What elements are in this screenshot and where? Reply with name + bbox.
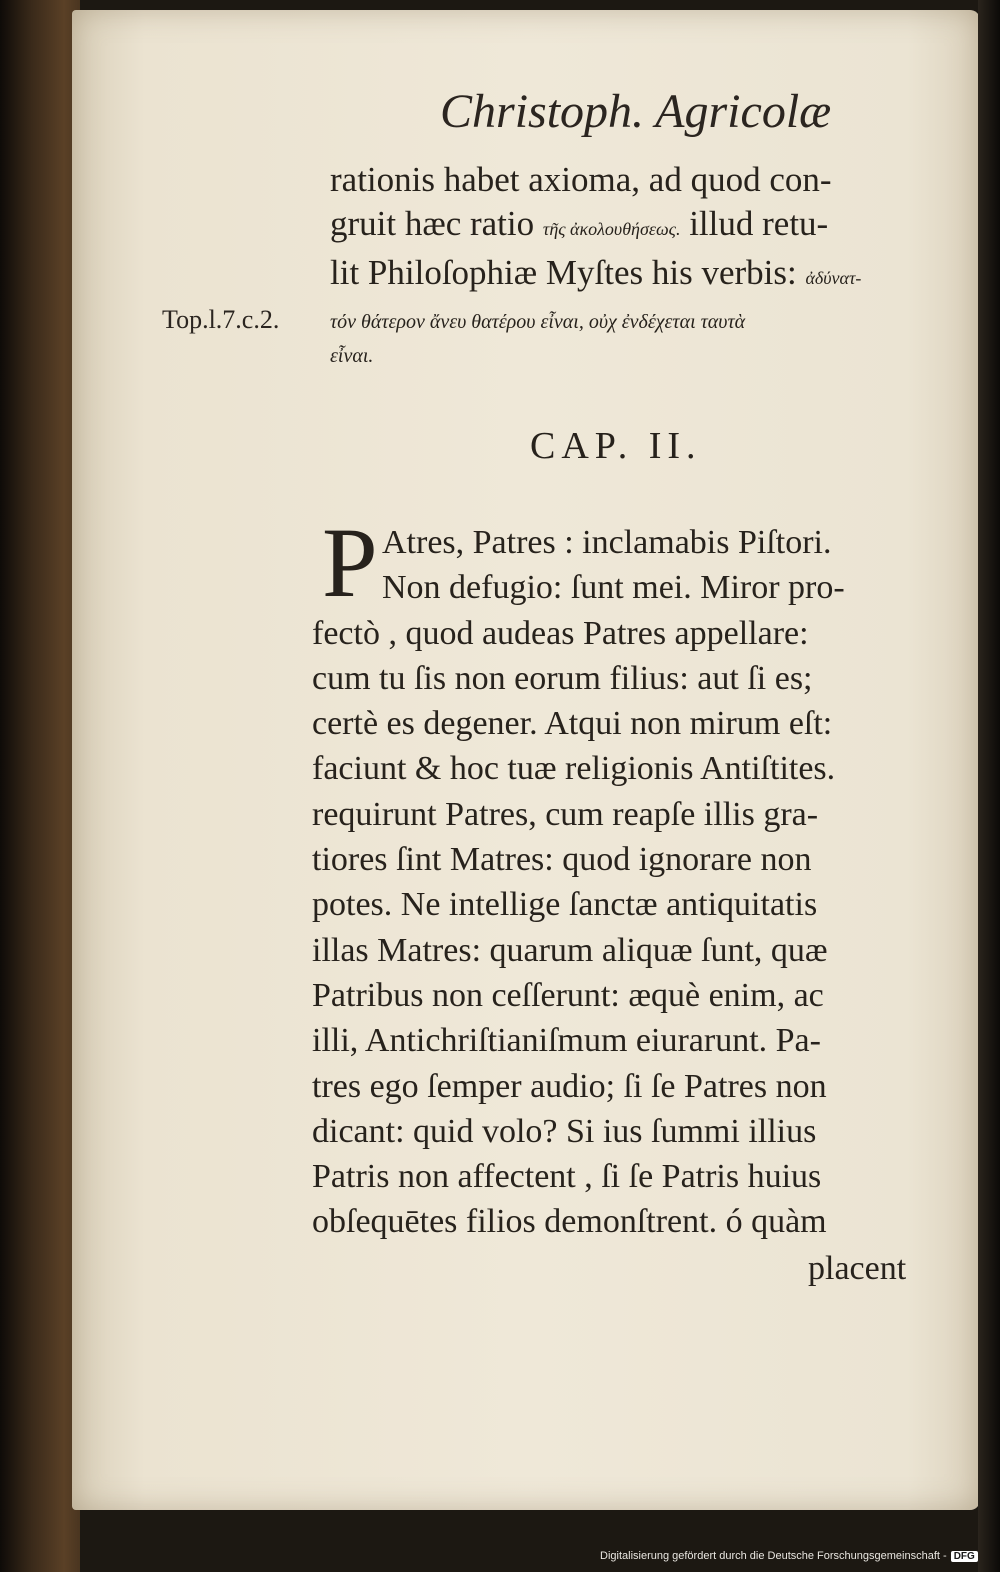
body-line: fectò , quod audeas Patres appellare: <box>312 614 809 652</box>
catchword: placent <box>808 1250 907 1287</box>
body-line: illi, Antichriſtianiſmum eiurarunt. Pa- <box>312 1022 821 1060</box>
text-line: rationis habet axioma, ad quod con- <box>330 160 832 199</box>
text-fragment: gruit hæc ratio <box>330 204 543 243</box>
running-header: Christoph. Agricolæ <box>440 85 832 138</box>
drop-cap: P <box>322 507 378 618</box>
body-text <box>312 507 952 1245</box>
page-edge-shadow <box>978 0 1000 1572</box>
greek-quote-line: εἶναι. <box>330 345 374 367</box>
body-line: potes. Ne intellige ſanctæ antiquitatis <box>312 886 818 924</box>
body-line: tres ego ſemper audio; ſi ſe Patres non <box>312 1067 827 1105</box>
footer-credit <box>600 1550 995 1562</box>
text-line <box>330 251 960 300</box>
top-text-block <box>330 158 960 368</box>
body-line: tiores ſint Matres: quod ignorare non <box>312 841 812 879</box>
body-line: illas Matres: quarum aliquæ ſunt, quæ <box>312 931 828 969</box>
body-line: faciunt & hoc tuæ religionis Antiſtites. <box>312 750 836 788</box>
text-fragment: lit Philoſophiæ Myſtes his verbis: <box>330 253 806 292</box>
body-line: dicant: quid volo? Si ius ſummi illius <box>312 1112 817 1150</box>
book-spine <box>0 0 80 1572</box>
greek-fragment: τῆς ἀκολουθήσεως. <box>542 219 681 239</box>
footer-text: Digitalisierung gefördert durch die Deutsche Forschungsgemeinschaft - <box>600 1550 947 1562</box>
margin-note: Top.l.7.c.2. <box>162 305 280 334</box>
body-line: Patris non affectent , ſi ſe Patris huius <box>312 1158 822 1196</box>
text-line <box>330 202 960 251</box>
chapter-heading: CAP. II. <box>530 425 702 467</box>
greek-fragment: ἀδύνατ- <box>805 268 862 288</box>
body-line: Patribus non ceſſerunt: æquè enim, ac <box>312 976 824 1014</box>
greek-quote-line: τόν θάτερον ἄνευ θατέρου εἶναι, οὐχ ἐνδέχεται ταυτὰ <box>330 311 746 333</box>
body-line: requirunt Patres, cum reapſe illis gra- <box>312 795 819 833</box>
body-line: certè es degener. Atqui non mirum eſt: <box>312 705 833 743</box>
body-line: obſequētes filios demonſtrent. ó quàm <box>312 1203 827 1241</box>
body-line: Non defugio: ſunt mei. Miror pro- <box>382 569 845 607</box>
dfg-logo: DFG <box>951 1551 978 1562</box>
body-line: Atres, Patres : inclamabis Piſtori. <box>382 524 832 561</box>
text-fragment: illud retu- <box>680 204 829 243</box>
body-line: cum tu ſis non eorum filius: aut ſi es; <box>312 659 813 697</box>
